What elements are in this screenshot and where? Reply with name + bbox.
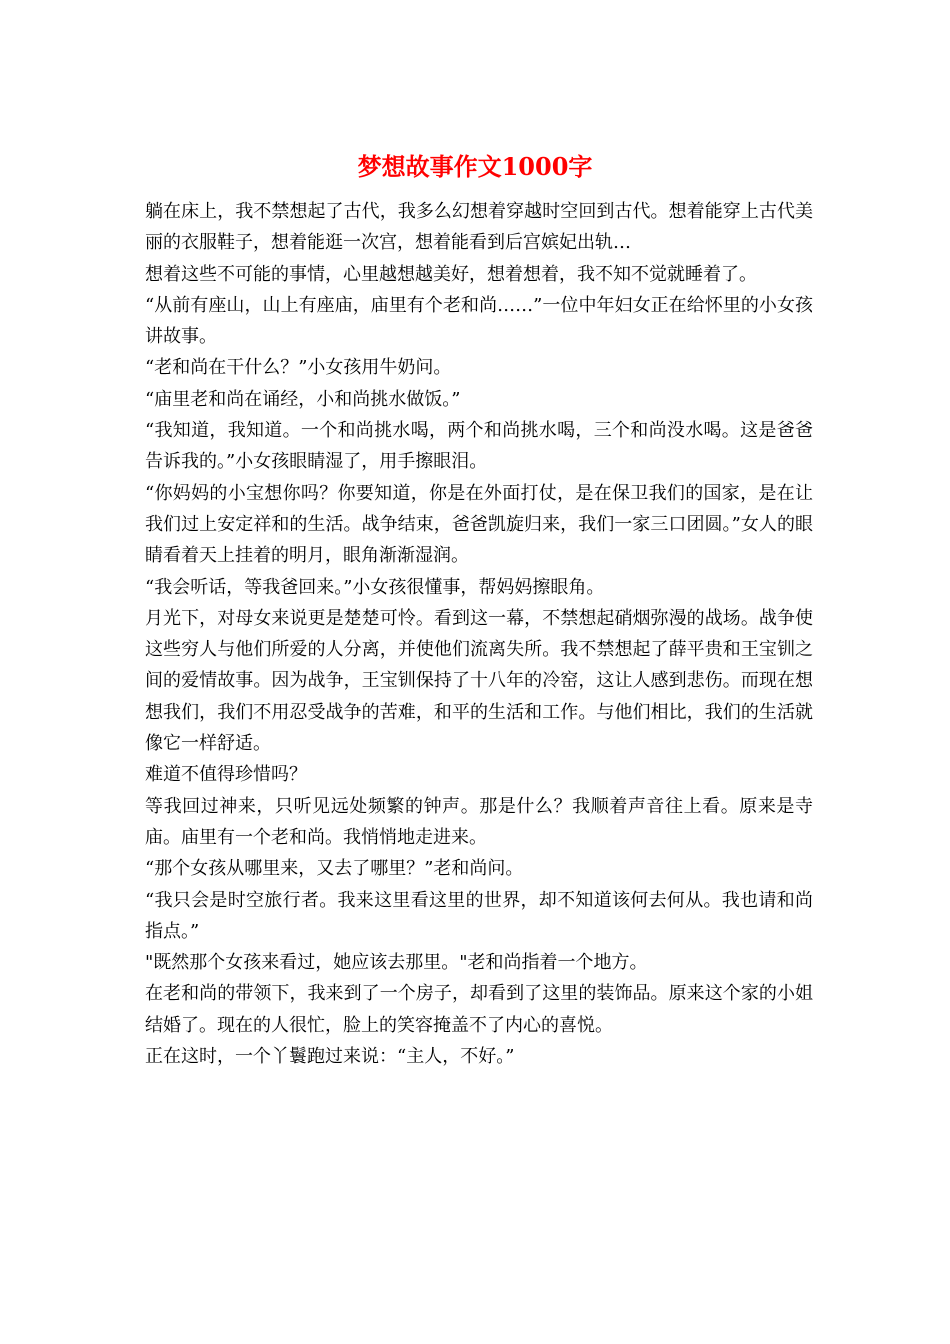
paragraph: 难道不值得珍惜吗？ [145, 764, 307, 786]
paragraph: “我知道，我知道。一个和尚挑水喝，两个和尚挑水喝，三个和尚没水喝。这是爸爸告诉我的。”小女孩眼睛湿了，用手擦眼泪。 [145, 420, 813, 473]
paragraph: 等我回过神来，只听见远处频繁的钟声。那是什么？我顺着声音往上看。原来是寺庙。庙里有一个老和尚。我悄悄地走进来。 [145, 795, 813, 848]
paragraph: “我只会是时空旅行者。我来这里看这里的世界，却不知道该何去何从。我也请和尚指点。” [145, 889, 813, 942]
paragraph: “老和尚在干什么？”小女孩用牛奶问。 [145, 357, 452, 379]
paragraph: “庙里老和尚在诵经，小和尚挑水做饭。” [145, 388, 461, 410]
paragraph: “那个女孩从哪里来，又去了哪里？”老和尚问。 [145, 858, 524, 880]
paragraph: 正在这时，一个丫鬟跑过来说：“主人，不好。” [145, 1046, 515, 1068]
paragraph: 月光下，对母女来说更是楚楚可怜。看到这一幕，不禁想起硝烟弥漫的战场。战争使这些穷人与他们所爱的人分离，并使他们流离失所。我不禁想起了薛平贵和王宝钏之间的爱情故事。因为战争，王宝钏保持了十八年的冷窑，这让人感到悲伤。而现在想想我们，我们不用忍受战争的苦难，和平的生活和工作。与他们相比，我们的生活就像它一样舒适。 [145, 607, 813, 755]
paragraph: “我会听话，等我爸回来。”小女孩很懂事，帮妈妈擦眼角。 [145, 576, 605, 598]
document-title: 梦想故事作文1000字 [357, 152, 593, 181]
paragraph: “从前有座山，山上有座庙，庙里有个老和尚……”一位中年妇女正在给怀里的小女孩讲故事。 [145, 294, 813, 348]
paragraph: "既然那个女孩来看过，她应该去那里。"老和尚指着一个地方。 [145, 952, 648, 974]
paragraph: 在老和尚的带领下，我来到了一个房子，却看到了这里的装饰品。原来这个家的小姐结婚了。现在的人很忙，脸上的笑容掩盖不了内心的喜悦。 [145, 983, 813, 1036]
paragraph: 躺在床上，我不禁想起了古代，我多么幻想着穿越时空回到古代。想着能穿上古代美丽的衣服鞋子，想着能逛一次宫，想着能看到后宫嫔妃出轨… [145, 201, 813, 254]
document-body [145, 196, 813, 1072]
paragraph: “你妈妈的小宝想你吗？你要知道，你是在外面打仗，是在保卫我们的国家，是在让我们过上安定祥和的生活。战争结束，爸爸凯旋归来，我们一家三口团圆。”女人的眼睛看着天上挂着的明月，眼角渐渐湿润。 [145, 482, 813, 567]
paragraph: 想着这些不可能的事情，心里越想越美好，想着想着，我不知不觉就睡着了。 [145, 263, 757, 285]
